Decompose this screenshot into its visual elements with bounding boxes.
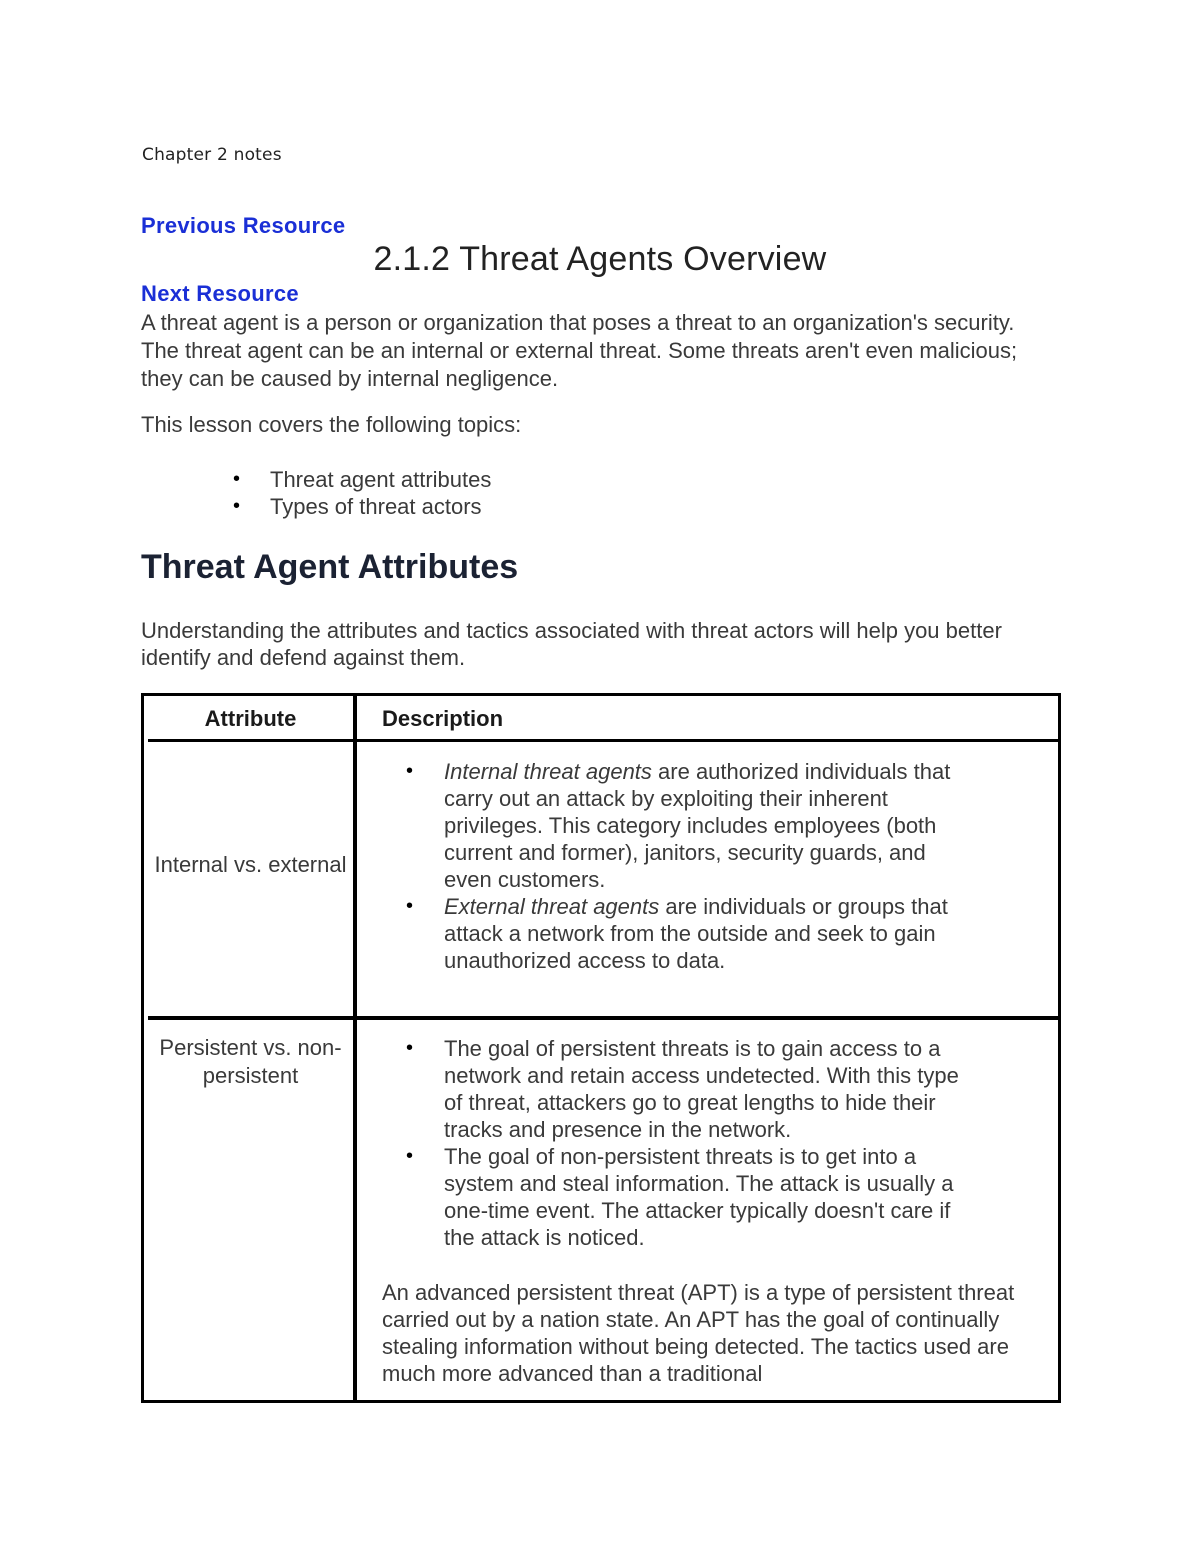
column-header-attribute: Attribute xyxy=(204,706,297,731)
topic-label: Threat agent attributes xyxy=(270,467,492,492)
description-bullet xyxy=(406,1035,974,1143)
bullet-icon: • xyxy=(406,1037,414,1059)
chapter-label: Chapter 2 notes xyxy=(142,145,282,165)
topic-item xyxy=(141,466,491,493)
row-description-list xyxy=(406,758,974,974)
row-divider xyxy=(148,1016,1058,1020)
section-intro: Understanding the attributes and tactics associated with threat actors will help you better identify and defend against them. xyxy=(141,618,1002,670)
topics-list xyxy=(141,466,491,520)
bullet-icon: • xyxy=(406,1145,414,1167)
attributes-table xyxy=(141,693,1061,1403)
description-bullet xyxy=(406,758,974,893)
bullet-text: The goal of persistent threats is to gain access to a network and retain access undetected. With this type of threat, attackers go to great lengths to hide their tracks and presence in the network. xyxy=(444,1036,959,1142)
bullet-icon: • xyxy=(233,495,241,517)
description-bullet xyxy=(406,893,974,974)
section-heading: Threat Agent Attributes xyxy=(141,548,519,586)
previous-resource-link[interactable]: Previous Resource xyxy=(141,213,346,238)
column-header-description: Description xyxy=(382,706,504,731)
bullet-icon: • xyxy=(406,895,414,917)
bullet-icon: • xyxy=(233,468,241,490)
apt-note: An advanced persistent threat (APT) is a type of persistent threat carried out by a nation state. An APT has the goal of continually stealing information without being detected. The tactics used are much more advanced than a traditional xyxy=(382,1280,1015,1386)
intro-paragraph: A threat agent is a person or organization that poses a threat to an organization's security. The threat agent can be an internal or external threat. Some threats aren't even malicious; they can be caused by internal negligence. xyxy=(141,310,1018,391)
next-resource-link[interactable]: Next Resource xyxy=(141,281,299,306)
page-title: 2.1.2 Threat Agents Overview xyxy=(373,240,827,278)
row-attribute-persistent: Persistent vs. non-persistent xyxy=(159,1035,342,1088)
topics-intro: This lesson covers the following topics: xyxy=(141,412,522,437)
row-description-list xyxy=(406,1035,974,1251)
header-divider xyxy=(148,739,1058,742)
bullet-text: are authorized individuals that carry out an attack by exploiting their inherent privileges. This category includes employees (both current and former), janitors, security guards, and even customers. xyxy=(444,759,951,892)
bullet-text: The goal of non-persistent threats is to get into a system and steal information. The attack is usually a one-time event. The attacker typically doesn't care if the attack is noticed. xyxy=(444,1144,954,1250)
row-attribute-internal-external: Internal vs. external xyxy=(154,852,347,877)
bullet-icon: • xyxy=(406,760,414,782)
topic-item xyxy=(141,493,491,520)
term-emphasis: Internal threat agents xyxy=(444,759,652,784)
column-divider xyxy=(353,696,357,1400)
bullet-text: are individuals or groups that attack a network from the outside and seek to gain unauthorized access to data. xyxy=(444,894,948,973)
description-bullet xyxy=(406,1143,974,1251)
term-emphasis: External threat agents xyxy=(444,894,660,919)
topic-label: Types of threat actors xyxy=(270,494,482,519)
